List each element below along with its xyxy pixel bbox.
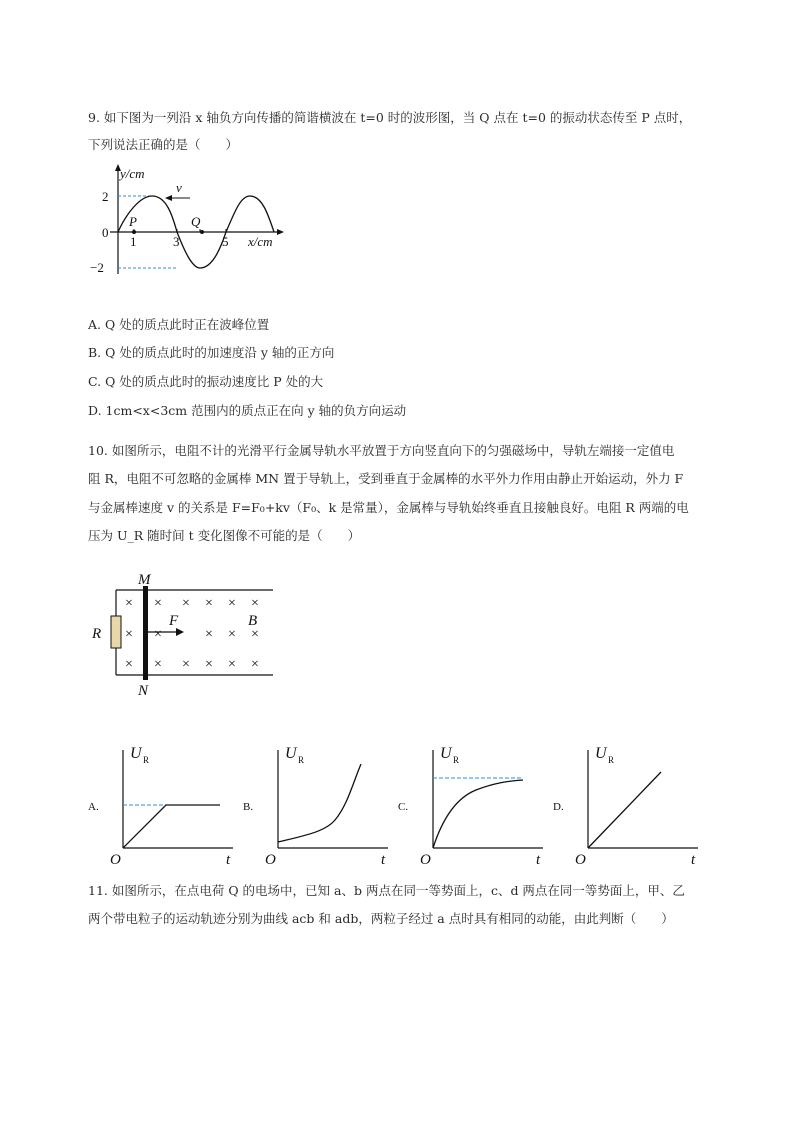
origin-o: O — [265, 852, 276, 868]
q11-stem-line1: 11. 如图所示，在点电荷 Q 的电场中，已知 a、b 两点在同一等势面上，c、d 两点在同一等势面上，甲、乙 — [88, 883, 685, 898]
x-tick-1: 1 — [130, 234, 137, 249]
svg-text:×: × — [182, 596, 190, 611]
y-tick-2: 2 — [102, 189, 109, 204]
svg-text:×: × — [205, 627, 213, 642]
q10-stem-line2: 阻 R，电阻不可忽略的金属棒 MN 置于导轨上，受到垂直于金属棒的水平外力作用由静止开始运动，外力 F — [88, 471, 684, 486]
ur-curve — [123, 805, 220, 848]
x-axis-label: x/cm — [248, 234, 273, 249]
svg-text:×: × — [228, 657, 236, 672]
svg-text:×: × — [154, 596, 162, 611]
label-p: P — [129, 214, 137, 229]
q9-wave-graph — [88, 162, 298, 282]
q10-circuit-diagram — [88, 568, 288, 703]
q10-stem-line3: 与金属棒速度 v 的关系是 F=F₀+kv（F₀、k 是常量），金属棒与导轨始终垂直且接触良好。电阻 R 两端的电 — [88, 500, 689, 515]
y-tick-0: 0 — [102, 225, 109, 240]
point-q-dot — [200, 230, 204, 234]
svg-text:×: × — [182, 657, 190, 672]
q11-stem-line2: 两个带电粒子的运动轨迹分别为曲线 acb 和 adb，两粒子经过 a 点时具有相同的动能，由此判断（ ） — [88, 911, 674, 926]
label-f: F — [169, 613, 179, 629]
label-r: R — [92, 626, 102, 642]
y-label-sub-r: R — [143, 755, 150, 765]
svg-text:×: × — [251, 657, 259, 672]
label-n: N — [138, 683, 149, 699]
q10-stem-line1: 10. 如图所示，电阻不计的光滑平行金属导轨水平放置于方向竖直向下的匀强磁场中，导轨左端接一定值电 — [88, 443, 675, 458]
q10-graph-c — [398, 738, 558, 868]
x-axis-arrow — [277, 229, 284, 235]
svg-text:×: × — [205, 657, 213, 672]
x-label-t: t — [536, 852, 541, 868]
origin-o: O — [420, 852, 431, 868]
svg-text:×: × — [125, 657, 133, 672]
q9-option-c: C. Q 处的质点此时的振动速度比 P 处的大 — [88, 374, 324, 389]
option-label-c: C. — [398, 801, 409, 813]
y-label-u: U — [440, 745, 452, 762]
origin-o: O — [575, 852, 586, 868]
x-tick-3: 3 — [173, 234, 180, 249]
ur-curve — [278, 764, 361, 842]
option-label-d: D. — [553, 801, 564, 813]
q9-stem-line1: 9. 如下图为一列沿 x 轴负方向传播的简谐横波在 t=0 时的波形图，当 Q 点在 t=0 的振动状态传至 P 点时， — [88, 110, 692, 125]
y-label-sub-r: R — [453, 755, 460, 765]
x-label-t: t — [381, 852, 386, 868]
label-q: Q — [191, 214, 201, 229]
q10-stem-line4: 压为 U_R 随时间 t 变化图像不可能的是（ ） — [88, 528, 361, 543]
q10-graph-a — [88, 738, 248, 868]
svg-text:×: × — [251, 596, 259, 611]
q9-option-d: D. 1cm<x<3cm 范围内的质点正在向 y 轴的负方向运动 — [88, 403, 407, 418]
svg-text:×: × — [154, 657, 162, 672]
x-tick-5: 5 — [222, 234, 229, 249]
y-label-sub-r: R — [298, 755, 305, 765]
svg-text:×: × — [125, 596, 133, 611]
velocity-arrow-head — [165, 195, 172, 201]
ur-curve — [588, 772, 661, 848]
svg-text:×: × — [228, 627, 236, 642]
y-tick-neg2: −2 — [90, 260, 104, 275]
y-axis-label: y/cm — [120, 166, 145, 181]
label-m: M — [138, 572, 151, 588]
q10-graph-d — [553, 738, 713, 868]
resistor-r — [111, 616, 121, 648]
y-label-u: U — [130, 745, 142, 762]
y-label-sub-r: R — [608, 755, 615, 765]
q10-graph-b — [243, 738, 403, 868]
option-label-a: A. — [88, 801, 99, 813]
svg-text:×: × — [205, 596, 213, 611]
q9-option-b: B. Q 处的质点此时的加速度沿 y 轴的正方向 — [88, 345, 335, 360]
option-label-b: B. — [243, 801, 254, 813]
svg-text:×: × — [251, 627, 259, 642]
x-label-t: t — [691, 852, 696, 868]
q9-stem-line2: 下列说法正确的是（ ） — [88, 137, 239, 152]
label-b: B — [248, 613, 258, 629]
label-v: v — [176, 180, 182, 195]
q9-option-a: A. Q 处的质点此时正在波峰位置 — [88, 317, 270, 332]
force-arrow-head — [176, 628, 184, 636]
ur-curve — [433, 780, 523, 848]
svg-text:×: × — [228, 596, 236, 611]
svg-text:×: × — [154, 627, 162, 642]
metal-rod-mn — [143, 586, 148, 680]
y-label-u: U — [285, 745, 297, 762]
origin-o: O — [110, 852, 121, 868]
y-label-u: U — [595, 745, 607, 762]
x-label-t: t — [226, 852, 231, 868]
svg-text:×: × — [125, 627, 133, 642]
